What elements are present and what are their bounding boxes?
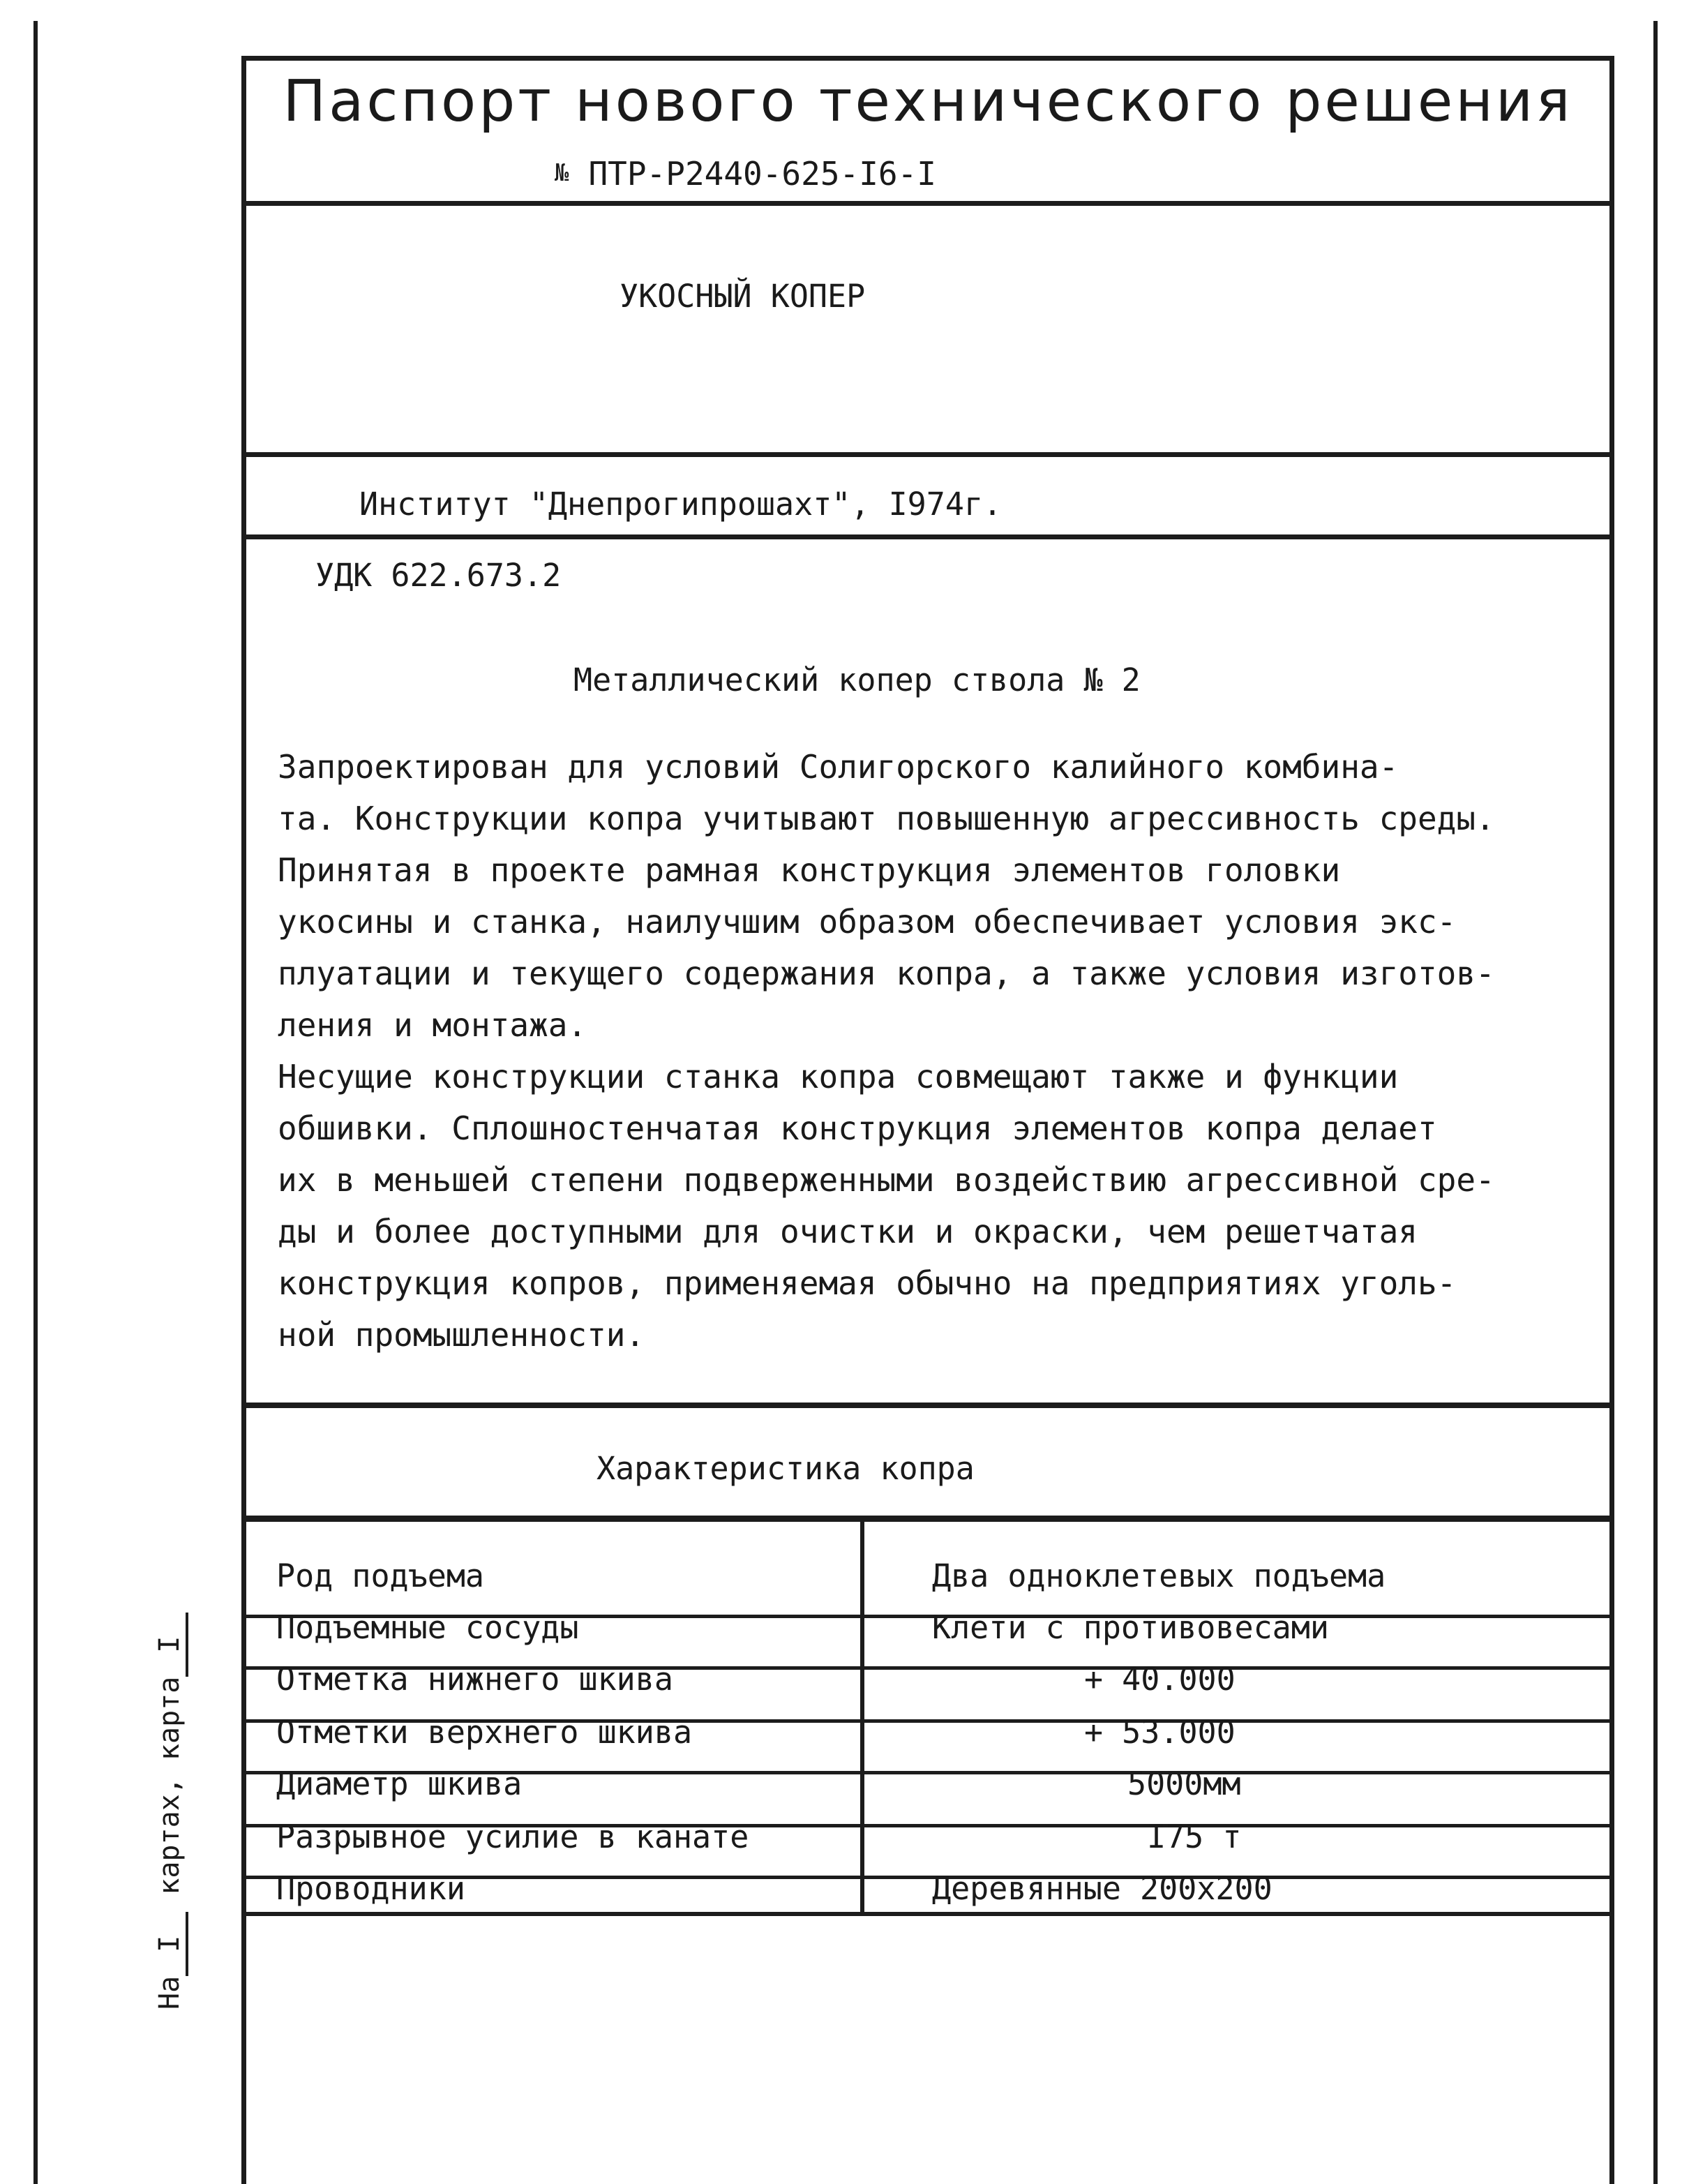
table-cell-param: Разрывное усилие в канате — [276, 1818, 749, 1855]
subject-name: УКОСНЫЙ КОПЕР — [620, 278, 866, 315]
table-cell-value: 5000мм — [1127, 1765, 1241, 1802]
sheet-count-number: I — [153, 1613, 188, 1677]
divider-subject — [241, 452, 1614, 457]
table-cell-value: Деревянные 200х200 — [932, 1870, 1273, 1907]
sheet-count-total: I — [153, 1912, 188, 1976]
description-line: конструкция копров, применяемая обычно на предприятиях уголь- — [278, 1264, 1457, 1302]
institute-line: Институт "Днепрогипрошахт", I974г. — [359, 486, 1003, 523]
description-line: укосины и станка, наилучшим образом обеспечивает условия экс- — [278, 903, 1457, 941]
sheet-count-prefix: На — [153, 1975, 186, 2010]
table-cell-value: + 40.000 — [1084, 1661, 1236, 1698]
table-cell-param: Род подъема — [276, 1557, 485, 1594]
divider-body — [241, 1403, 1614, 1408]
description-line: ления и монтажа. — [278, 1006, 587, 1044]
description-line: обшивки. Сплошностенчатая конструкция элементов копра делает — [278, 1109, 1437, 1147]
document-title: Паспорт нового технического решения — [283, 68, 1573, 135]
number-sign: № — [555, 159, 569, 187]
divider-institute — [241, 534, 1614, 539]
table-cell-value: + 53.000 — [1084, 1714, 1236, 1751]
description-line: Запроектирован для условий Солигорского калийного комбина- — [278, 748, 1399, 786]
left-edge-line — [33, 21, 38, 2184]
description-line: та. Конструкции копра учитывают повышенную агрессивность среды. — [278, 800, 1495, 837]
right-edge-line — [1653, 21, 1658, 2184]
body-heading: Металлический копер ствола № 2 — [573, 661, 1141, 698]
table-cell-value: Клети с противовесами — [932, 1609, 1329, 1646]
table-cell-value: Два одноклетевых подъема — [932, 1557, 1386, 1594]
number-value: ПТР-Р2440-625-I6-I — [588, 155, 936, 193]
table-cell-param: Проводники — [276, 1870, 465, 1907]
table-cell-param: Отметки верхнего шкива — [276, 1714, 693, 1751]
description-line: плуатации и текущего содержания копра, а также условия изготов- — [278, 955, 1495, 992]
divider-header — [241, 201, 1614, 206]
table-cell-param: Диаметр шкива — [276, 1765, 523, 1802]
characteristics-table — [241, 1516, 1614, 1916]
description-line: их в меньшей степени подверженными воздействию агрессивной сре- — [278, 1161, 1495, 1199]
table-cell-param: Подъемные сосуды — [276, 1609, 579, 1646]
sheet-count-middle: картах, карта — [153, 1676, 186, 1895]
description-line: ды и более доступными для очистки и окраски, чем решетчатая — [278, 1213, 1418, 1250]
table-column-divider — [860, 1516, 864, 1916]
table-cell-param: Отметка нижнего шкива — [276, 1661, 673, 1698]
description-line: Принятая в проекте рамная конструкция элементов головки — [278, 851, 1341, 889]
description-line: ной промышленности. — [278, 1316, 645, 1354]
description-line: Несущие конструкции станка копра совмещают также и функции — [278, 1058, 1399, 1095]
sheet-count-note — [153, 1613, 188, 2010]
table-cell-value: I75 т — [1147, 1818, 1242, 1855]
table-border — [241, 1912, 1614, 1916]
document-number — [555, 155, 936, 193]
udk-code: УДК 622.673.2 — [315, 557, 562, 594]
characteristics-title: Характеристика копра — [596, 1450, 975, 1487]
table-border — [241, 1516, 1614, 1522]
